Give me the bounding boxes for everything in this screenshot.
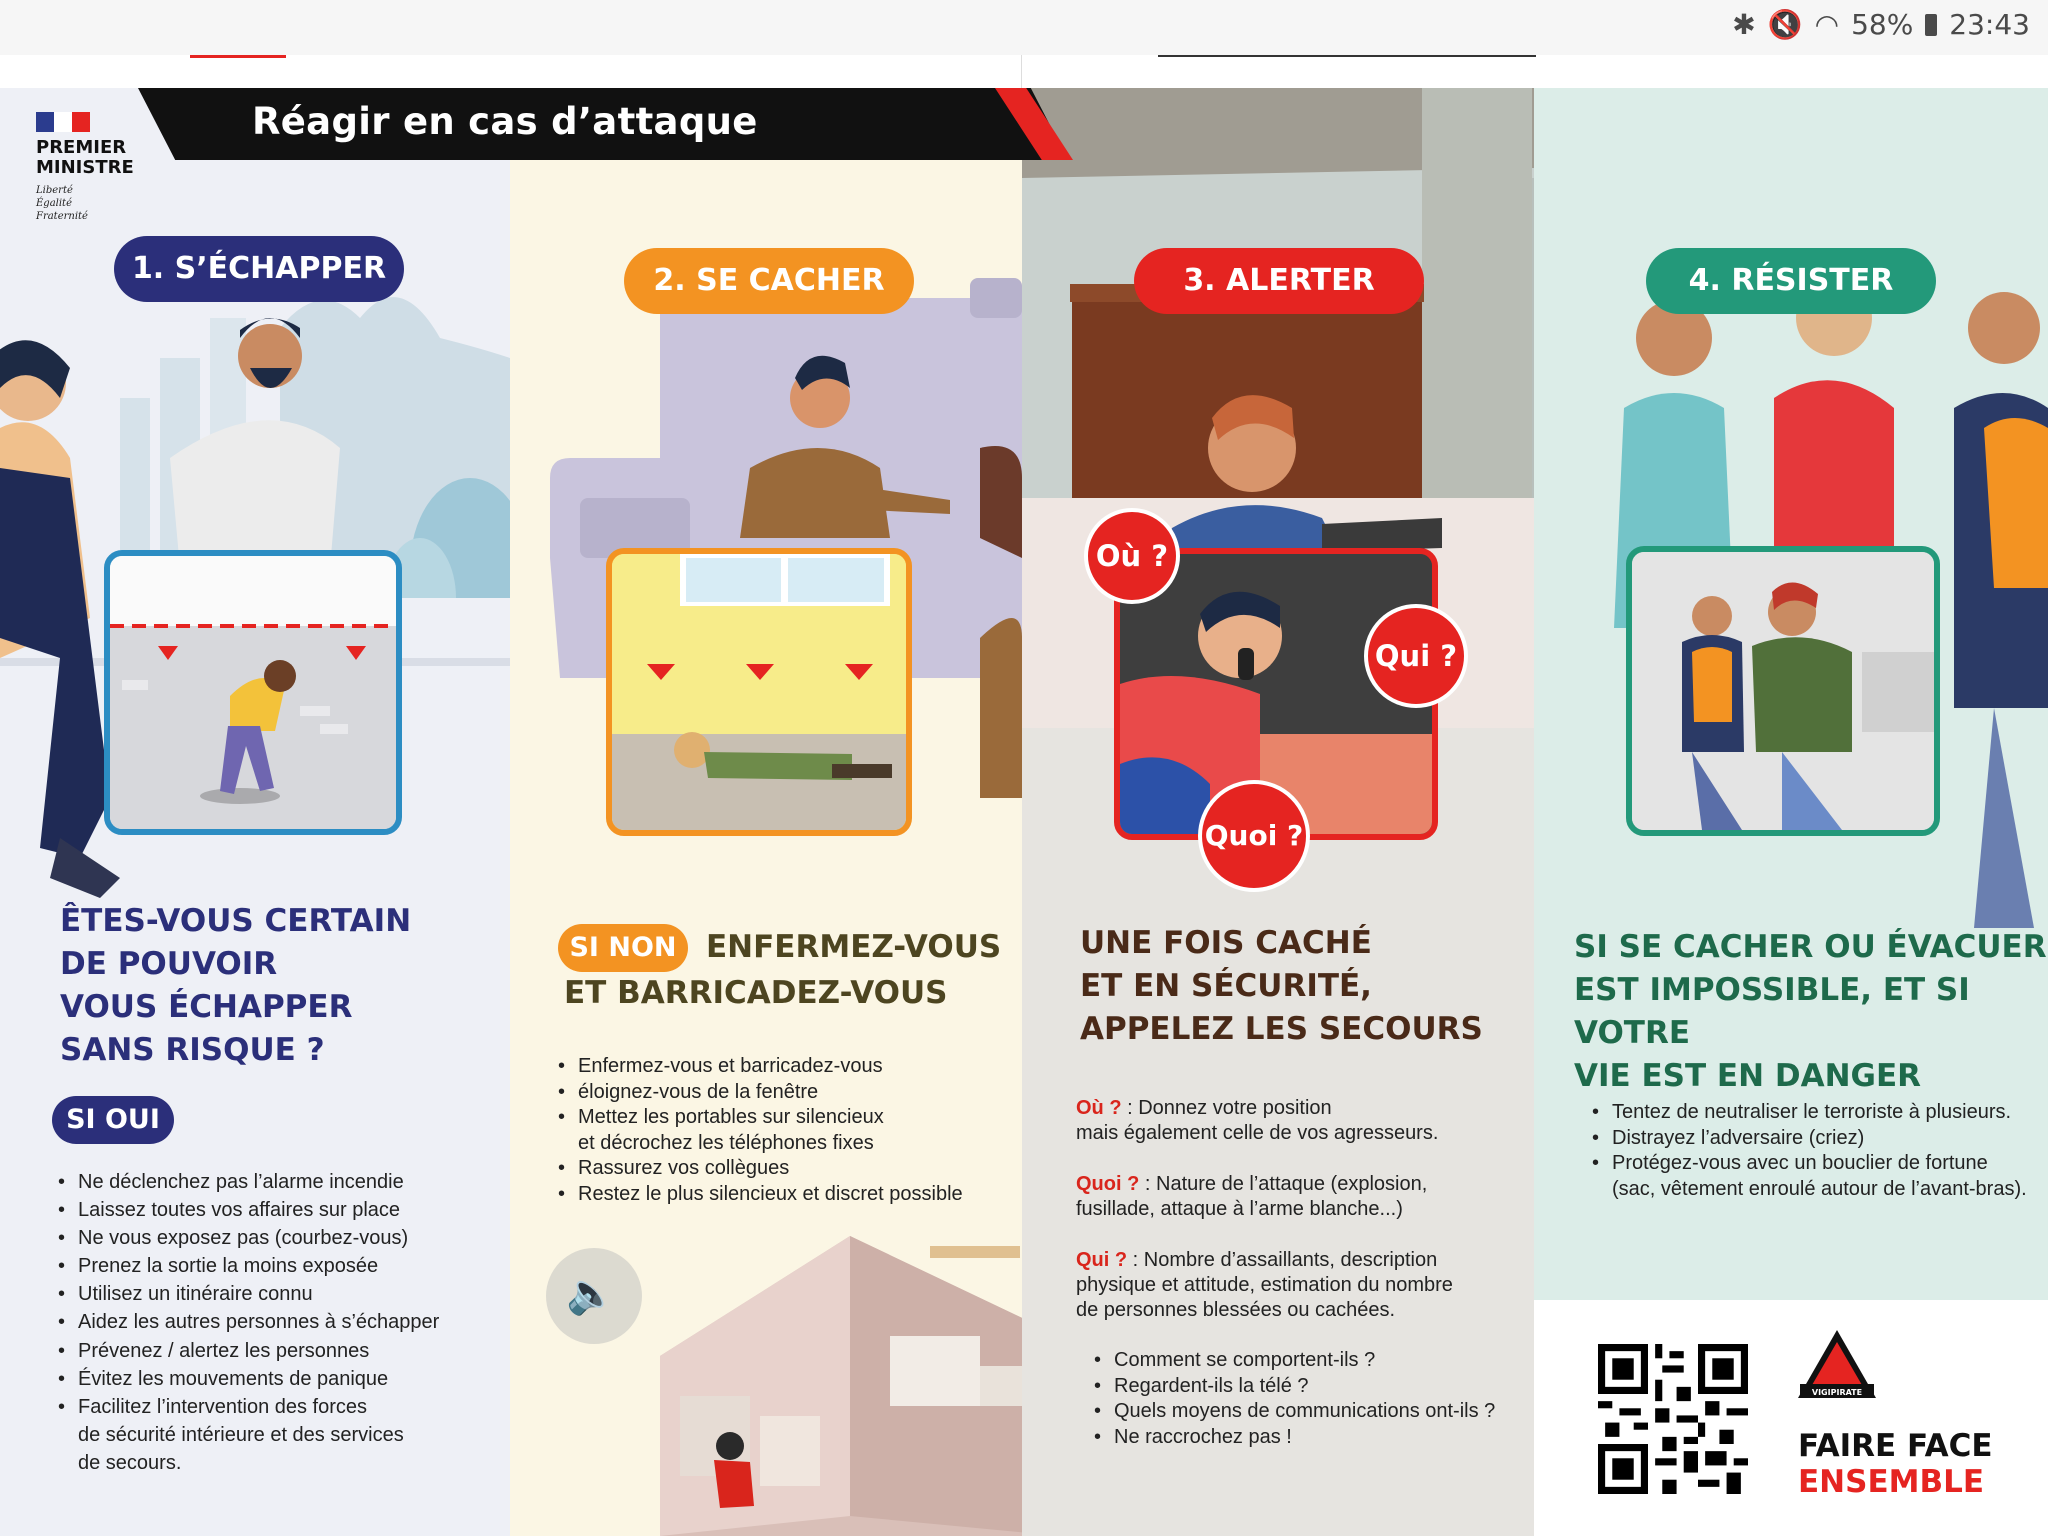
list-item: • Évitez les mouvements de panique <box>78 1367 439 1393</box>
what-text: fusillade, attaque à l’arme blanche...) <box>1076 1198 1403 1220</box>
list-item: • Distrayez l’adversaire (criez) <box>1612 1126 2027 1152</box>
list-item: • Regardent-ils la télé ? <box>1114 1374 1495 1400</box>
where-key: Où ? <box>1076 1097 1122 1119</box>
escape-inset <box>110 556 396 829</box>
step-alert-pill: 3. ALERTER <box>1134 248 1424 314</box>
list-item: • Ne vous exposez pas (courbez-vous) <box>78 1226 439 1252</box>
brand-slogan <box>1798 1428 1993 1500</box>
list-item-continuation: de sécurité intérieure et des services <box>78 1423 404 1446</box>
logo-text: MINISTRE <box>36 157 134 178</box>
bluetooth-icon: ✱ <box>1732 8 1756 41</box>
mute-icon: 🔇 <box>1767 8 1803 41</box>
alert-heading-line: ET EN SÉCURITÉ, <box>1080 968 1372 1004</box>
footer-brand-box <box>1534 1300 2048 1536</box>
list-item: • Utilisez un itinéraire connu <box>78 1282 439 1308</box>
escape-inset-frame <box>104 550 402 835</box>
alert-heading-line: UNE FOIS CACHÉ <box>1080 925 1372 961</box>
list-item: • Ne raccrochez pas ! <box>1114 1425 1495 1451</box>
status-bar <box>0 0 2048 55</box>
brand-line: FAIRE FACE <box>1798 1428 1993 1464</box>
list-item: • Protégez-vous avec un bouclier de fortune <box>1612 1151 2027 1177</box>
where-text: mais également celle de vos agresseurs. <box>1076 1122 1439 1144</box>
french-flag-icon <box>36 112 90 132</box>
status-icons <box>1732 8 2030 41</box>
hide-inset-frame <box>606 548 912 836</box>
battery-icon <box>1925 14 1937 36</box>
list-item-continuation: et décrochez les téléphones fixes <box>578 1131 874 1154</box>
column-hide <box>510 88 1022 1536</box>
list-item: • Prenez la sortie la moins exposée <box>78 1254 439 1280</box>
wifi-icon: ◠ <box>1814 8 1840 41</box>
mute-bubble <box>546 1248 642 1344</box>
hide-bullet-list <box>558 1054 963 1207</box>
column-alert <box>1022 88 1534 1536</box>
qr-code-icon <box>1598 1344 1748 1494</box>
resist-inset <box>1632 552 1934 830</box>
list-item: • Restez le plus silencieux et discret possible <box>578 1182 963 1208</box>
resist-heading-line: VIE EST EN DANGER <box>1574 1058 1922 1094</box>
who-bubble: Qui ? <box>1364 604 1468 708</box>
brand-line: ENSEMBLE <box>1798 1464 1985 1500</box>
who-text: de personnes blessées ou cachées. <box>1076 1299 1396 1321</box>
list-item: • Laissez toutes vos affaires sur place <box>78 1198 439 1224</box>
logo-text: PREMIER <box>36 137 127 158</box>
list-item: • Mettez les portables sur silencieux <box>578 1105 963 1131</box>
list-item: • Tentez de neutraliser le terroriste à plusieurs. <box>1612 1100 2027 1126</box>
what-bubble: Quoi ? <box>1198 780 1310 892</box>
speaker-muted-icon: 🔈 <box>566 1272 616 1316</box>
escape-heading-line: DE POUVOIR <box>60 946 278 982</box>
step-escape-pill: 1. S’ÉCHAPPER <box>114 236 404 302</box>
who-text: : Nombre d’assaillants, description <box>1127 1249 1438 1271</box>
where-bubble: Où ? <box>1084 508 1180 604</box>
attack-response-poster <box>0 88 2048 1536</box>
resist-heading <box>1574 926 2048 1098</box>
list-item: • Ne déclenchez pas l’alarme incendie <box>78 1170 439 1196</box>
column-resist <box>1534 88 2048 1536</box>
escape-bullet-list <box>58 1170 439 1476</box>
barricaded-room-illustration <box>650 1216 1022 1536</box>
escape-heading-line: ÊTES-VOUS CERTAIN <box>60 903 412 939</box>
hide-inset <box>612 554 906 830</box>
motto-line: Égalité <box>36 198 72 209</box>
hide-heading-first: ENFERMEZ-VOUS <box>706 929 1002 965</box>
what-text: : Nature de l’attaque (explosion, <box>1139 1173 1428 1195</box>
list-item: • Prévenez / alertez les personnes <box>78 1339 439 1365</box>
premier-ministre-logo <box>36 112 156 242</box>
logo-motto <box>36 184 156 223</box>
list-item: • Rassurez vos collègues <box>578 1156 963 1182</box>
vigipirate-label: VIGIPIRATE <box>1811 1388 1863 1397</box>
escape-heading-line: VOUS ÉCHAPPER <box>60 989 353 1025</box>
resist-inset-frame <box>1626 546 1940 836</box>
where-text: : Donnez votre position <box>1121 1097 1332 1119</box>
list-item-continuation: de secours. <box>78 1451 182 1474</box>
escape-heading <box>60 900 411 1072</box>
who-paragraph <box>1076 1248 1453 1323</box>
step-resist-pill: 4. RÉSISTER <box>1646 248 1936 314</box>
hide-heading-second: ET BARRICADEZ-VOUS <box>564 975 948 1011</box>
where-paragraph <box>1076 1096 1438 1146</box>
alert-heading-line: APPELEZ LES SECOURS <box>1080 1011 1483 1047</box>
step-hide-pill: 2. SE CACHER <box>624 248 914 314</box>
who-key: Qui ? <box>1076 1249 1128 1271</box>
what-paragraph <box>1076 1172 1427 1222</box>
list-item: • Aidez les autres personnes à s’échapper <box>78 1310 439 1336</box>
alert-heading <box>1080 922 1483 1051</box>
column-escape <box>0 88 510 1536</box>
if-yes-tag: SI OUI <box>52 1096 174 1144</box>
battery-percent: 58% <box>1851 8 1914 41</box>
resist-heading-line: SI SE CACHER OU ÉVACUER <box>1574 929 2047 965</box>
if-no-tag: SI NON <box>558 924 688 972</box>
list-item: • Enfermez-vous et barricadez-vous <box>578 1054 963 1080</box>
top-strip <box>0 55 2048 88</box>
list-item-continuation: (sac, vêtement enroulé autour de l’avant-bras). <box>1612 1177 2027 1200</box>
who-text: physique et attitude, estimation du nombre <box>1076 1274 1453 1296</box>
alert-bullet-list <box>1094 1348 1495 1450</box>
list-item: • éloignez-vous de la fenêtre <box>578 1080 963 1106</box>
resist-heading-line: EST IMPOSSIBLE, ET SI VOTRE <box>1574 972 1970 1051</box>
what-key: Quoi ? <box>1076 1173 1140 1195</box>
escape-heading-line: SANS RISQUE ? <box>60 1032 325 1068</box>
resist-bullet-list <box>1592 1100 2027 1202</box>
list-item: • Facilitez l’intervention des forces <box>78 1395 439 1421</box>
list-item: • Comment se comportent-ils ? <box>1114 1348 1495 1374</box>
list-item: • Quels moyens de communications ont-ils ? <box>1114 1399 1495 1425</box>
page-title: Réagir en cas d’attaque <box>252 100 758 143</box>
vigipirate-triangle-icon <box>1796 1328 1878 1400</box>
clock: 23:43 <box>1949 8 2030 41</box>
motto-line: Fraternité <box>36 211 88 222</box>
motto-line: Liberté <box>36 185 73 196</box>
